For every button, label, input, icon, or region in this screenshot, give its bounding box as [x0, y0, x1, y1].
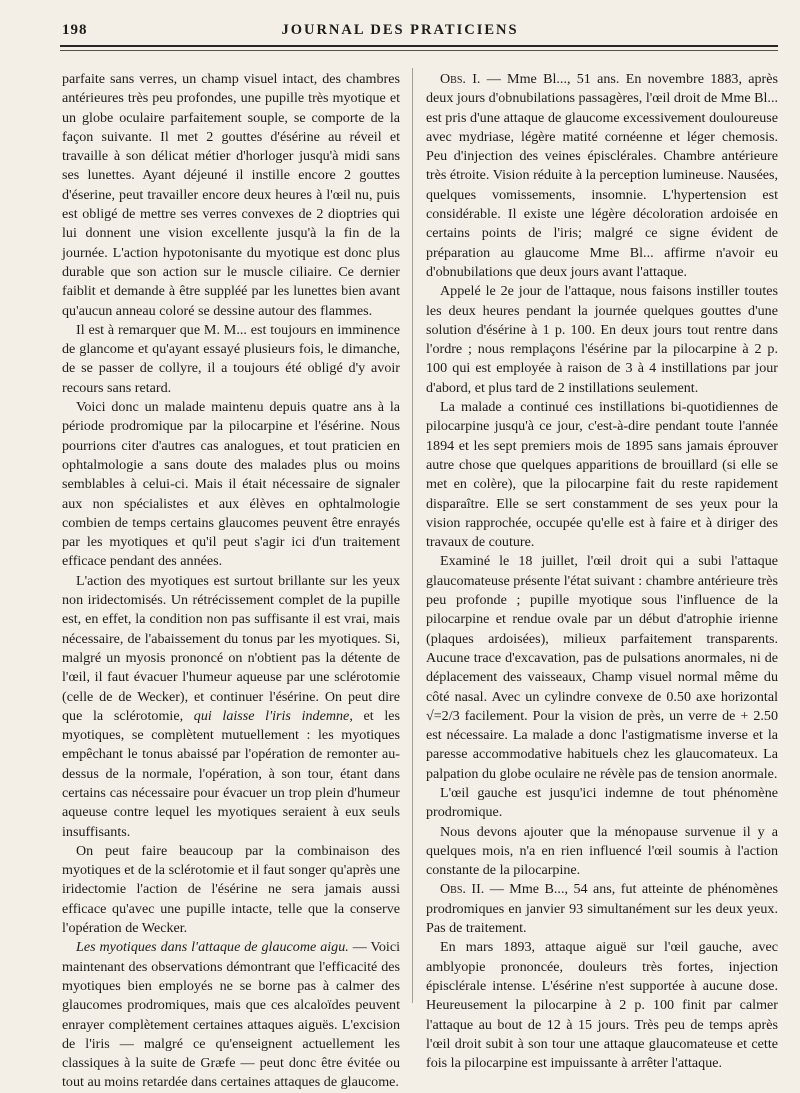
paragraph: On peut faire beaucoup par la combinaison des myotiques et de la sclérotomie et il faut songer qu'après une iridectomie l'action de l'ésérine ne sera jamais aussi efficace qu'avec une pupille intacte, telle que la conserve l'opération de Wecker.: [62, 842, 400, 937]
text-run: — Mme Bl..., 51 ans. En novembre 1883, après deux jours d'obnubilations passagères, l'œil droit de Mme Bl... est pris d'une attaque de glaucome excessivement douloureuse avec mydriase, légère matité cornéenne et léger chemosis. Peu d'injection des veines épisclérales. Chambre antérieure très étroite. Vision réduite à la perception lumineuse. Nausées, quelques vomissements, insomnie. L'hypertension est considérable. Il existe une légère décoloration ardoisée en certains points de l'iris; malgré ce signe évident de préparation au glaucome Mme Bl... affirme n'avoir eu d'obnubilations que deux jours avant l'attaque.: [426, 71, 778, 280]
paragraph: Examiné le 18 juillet, l'œil droit qui a subi l'attaque glaucomateuse présente l'état suivant : chambre antérieure très peu profonde ; pupille myotique sous l'influence de la pilocarpine et rendue ovale par un début d'atrophie irienne (plaques ardoisées), milieux parfaitement transparents. Aucune trace d'excavation, pas de pulsations anormales, ni de déplacement des vaisseaux, Champ visuel normal même du côté nasal. Avec un cylindre convexe de 0.50 axe horizontal √=2/3 facilement. Pour la vision de près, un verre de + 2.50 est nécessaire. La malade a donc l'astigmatisme inverse et la paresse accommodative habituels chez les glaucomateux. La palpation du globe oculaire ne révèle pas de tension anormale.: [426, 553, 778, 782]
italic-phrase: qui laisse l'iris indemne: [193, 707, 350, 724]
observation-paragraph: [426, 70, 778, 282]
page-number: 198: [62, 22, 88, 38]
left-column: [62, 70, 400, 1093]
paragraph: [62, 572, 400, 842]
text-run: L'action des myotiques est surtout brillante sur les yeux non iridectomisés. Un rétrécissement complet de la pupille est, en effet, la condition non pas suffisante il est vrai, mais nécessaire, de l'abaissement du tonus par les myotiques. Si, malgré un myosis prononcé on n'obtient pas la détente de l'œil, il faut évacuer l'humeur aqueuse par une sclérotomie (celle de de Wecker), et continuer l'ésérine. On peut dire que la sclérotomie,: [62, 572, 400, 724]
section-heading: Les myotiques dans l'attaque de glaucome aigu.: [76, 939, 349, 956]
paragraph: [62, 938, 400, 1092]
paragraph: En mars 1893, attaque aiguë sur l'œil gauche, avec amblyopie prononcée, douleurs très fortes, injection épisclérale intense. L'ésérine n'est supportée à aucune dose. Heureusement la pilocarpine à 2 p. 100 finit par calmer l'attaque au bout de 12 à 15 jours. Très peu de temps après l'œil droit subit à son tour une attaque glaucomateuse et cette fois la pilocarpine est impuissante à arrêter l'attaque.: [426, 939, 778, 1072]
paragraph: Appelé le 2e jour de l'attaque, nous faisons instiller toutes les deux heures pendant la journée quelques gouttes d'une solution d'ésérine à 1 p. 100. En deux jours tout rentre dans l'ordre ; nous remplaçons l'ésérine par la pilocarpine à 2 p. 100 qui est employée à raison de 3 à 4 instillations par jour d'abord, et plus tard de 2 instillations seulement.: [426, 283, 778, 396]
text-run: — Voici maintenant des observations démontrant que l'efficacité des myotiques bien employés ne se borne pas à calmer des glaucomes prodromiques, mais que ces alcaloïdes peuvent enrayer complètement certaines attaques aiguës. L'excision de l'iris — malgré ce qu'enseignent actuellement les classiques à la suite de Græfe — peut donc être évitée ou tout au moins retardée dans certaines attaques de glaucome.: [62, 939, 400, 1091]
header-rule-thick: [60, 45, 778, 47]
observation-label: Obs. I.: [440, 71, 481, 87]
right-column: [426, 70, 778, 1073]
column-divider: [412, 68, 413, 1003]
paragraph: Voici donc un malade maintenu depuis quatre ans à la période prodromique par la pilocarpine et l'ésérine. Nous pourrions citer d'autres cas analogues, et tout praticien en ophtalmologie a sans doute des malades plus ou moins semblables à celui-ci. Mais il était nécessaire de signaler aux non spécialistes et aux élèves en ophtalmologie combien de temps certains glaucomes peuvent être enrayés par les myotiques et qu'il peut s'agir ici d'un traitement efficace pendant des années.: [62, 399, 400, 570]
paragraph: parfaite sans verres, un champ visuel intact, des chambres antérieures très peu profondes, une pupille très myotique et un globe oculaire parfaitement souple, se comporte de la façon suivante. Il met 2 gouttes d'ésérine au réveil et travaille à son délicat métier d'horloger jusqu'à midi sans ses lunettes. Ayant déjeuné il instille encore 2 gouttes d'éserine, peut travailler encore deux heures à l'œil nu, puis est obligé de mettre ses verres convexes de 2 dioptries qui lui donnent une vision excellente jusqu'à la fin de la journée. L'action hypotonisante du myotique est donc plus durable que son action sur le muscle ciliaire. Ce dernier faiblit et demande à être suppléé par les lunettes bien avant qu'aucun anneau coloré se dessine autour des flammes.: [62, 71, 400, 319]
paragraph: L'œil gauche est jusqu'ici indemne de tout phénomène prodromique.: [426, 784, 778, 821]
paragraph: La malade a continué ces instillations bi-quotidiennes de pilocarpine jusqu'à ce jour, c'est-à-dire pendant toute l'année 1894 et les sept premiers mois de 1895 sans jamais éprouver autre chose que quelques apparitions de brouillard (si elle se met en colère), que la pilocarpine fait du reste rapidement disparaître. Elle se sert constamment de ses yeux pour la vision rapprochée, occupée qu'elle est à faire et à diriger des travaux de couture.: [426, 399, 778, 551]
observation-label: Obs. II.: [440, 881, 485, 898]
paragraph: Nous devons ajouter que la ménopause survenue il y a quelques mois, n'a en rien influencé l'œil soumis à l'action constante de la pilocarpine.: [426, 823, 778, 879]
paragraph: Il est à remarquer que M. M... est toujours en imminence de glancome et qu'ayant essayé plusieurs fois, le dimanche, de se passer de collyre, il a toujours été obligé d'y avoir recours sans retard.: [62, 321, 400, 396]
journal-title: JOURNAL DES PRATICIENS: [281, 22, 519, 38]
header-rule-thin: [60, 50, 778, 51]
text-run: — Mme B..., 54 ans, fut atteinte de phénomènes prodromiques en janvier 93 simultanément sur les deux yeux. Pas de traitement.: [426, 881, 778, 937]
observation-paragraph: [426, 880, 778, 938]
text-run: , et les myotiques, se complètent mutuellement : les myotiques empêchant le tonus abaissé par l'opération de remonter au-dessus de la normale, l'opération, à son tour, étant dans certains cas nécessaire pour évacuer un trop plein d'humeur aqueuse contre lequel les myotiques seraient à eux seuls insuffisants.: [62, 707, 400, 840]
